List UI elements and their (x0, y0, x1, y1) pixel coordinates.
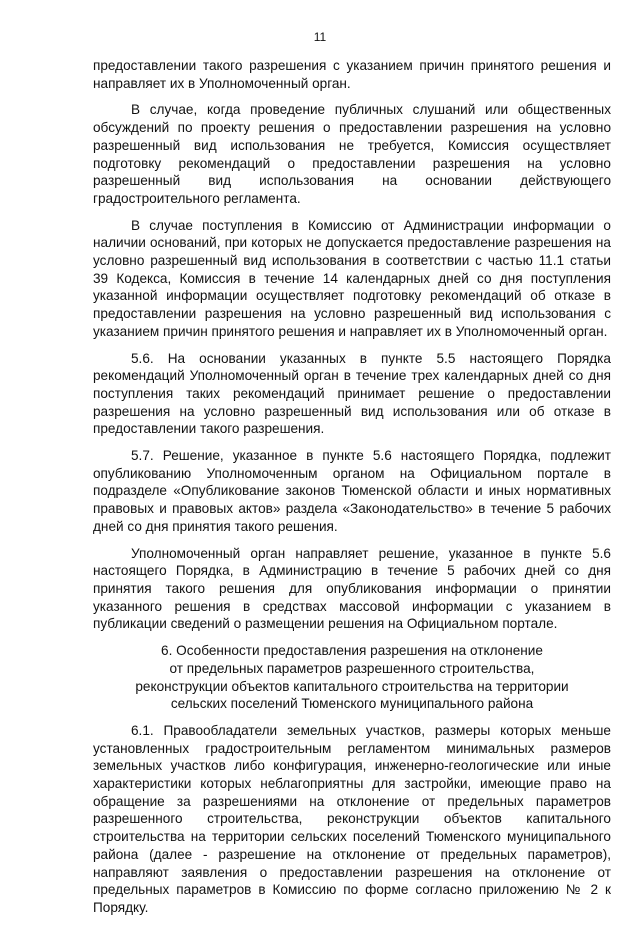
paragraph-5-6: 5.6. На основании указанных в пункте 5.5 настоящего Порядка рекомендаций Уполномоченный орган в течение трех календарных дней со дня поступления таких рекомендаций принимает решение о предоставлении разрешения на условно разрешенный вид использования или об отказе в предоставлении такого разрешения. (93, 350, 611, 437)
section-heading-line: реконструкции объектов капитального строительства на территории (135, 678, 569, 694)
paragraph-5-7: 5.7. Решение, указанное в пункте 5.6 настоящего Порядка, подлежит опубликованию Уполномоченным органом на Официальном портале в подразделе «Опубликование законов Тюменской области и иных нормативных правовых и правовых актов» раздела «Законодательство» в течение 5 рабочих дней со дня принятия такого решения. (93, 448, 611, 534)
paragraph-no-hearings: В случае, когда проведение публичных слушаний или общественных обсуждений по проекту решения о предоставлении разрешения на условно разрешенный вид использования не требуется, Комиссия осуществляет подготовку рекомендаций о предоставлении разрешения на условно разрешенный вид использования на основании действующего градостроительного регламента. (93, 102, 611, 206)
page-number: 11 (313, 30, 327, 44)
section-heading-line: 6. Особенности предоставления разрешения на отклонение (161, 643, 543, 659)
section-heading-line: от предельных параметров разрешенного строительства, (169, 660, 535, 676)
paragraph-continuation: предоставлении такого разрешения с указанием причин принятого решения и направляет их в Уполномоченный орган. (93, 58, 611, 91)
section-heading-line: сельских поселений Тюменского муниципального района (170, 696, 534, 712)
section-heading (93, 642, 611, 713)
document-body (93, 57, 611, 926)
paragraph-6-1: 6.1. Правообладатели земельных участков, размеры которых меньше установленных градостроительным регламентом минимальных размеров земельных участков либо конфигурация, инженерно-геологические или иные характеристики которых неблагоприятны для застройки, имеющие право на обращение за разрешениями на отклонение от предельных параметров разрешенного строительства, реконструкции объектов капитального строительства на территории сельских поселений Тюменского муниципального района (далее - разрешение на отклонение от предельных параметров), направляют заявления о предоставлении разрешения на отклонение от предельных параметров в Комиссию по форме согласно приложению № 2 к Порядку. (93, 722, 611, 915)
paragraph-publication: Уполномоченный орган направляет решение, указанное в пункте 5.6 настоящего Порядка, в Администрацию в течение 5 рабочих дней со дня принятия такого решения для опубликования информации о принятии указанного решения в средствах массовой информации с указанием в публикации сведений о размещении решения на Официальном портале. (93, 545, 611, 632)
paragraph-refusal-grounds: В случае поступления в Комиссию от Администрации информации о наличии оснований, при которых не допускается предоставление разрешения на условно разрешенный вид использования в соответствии с частью 11.1 статьи 39 Кодекса, Комиссия в течение 14 календарных дней со дня поступления указанной информации осуществляет подготовку рекомендаций об отказе в предоставлении разрешения на условно разрешенный вид использования с указанием причин принятого решения и направляет их в Уполномоченный орган. (93, 217, 611, 339)
